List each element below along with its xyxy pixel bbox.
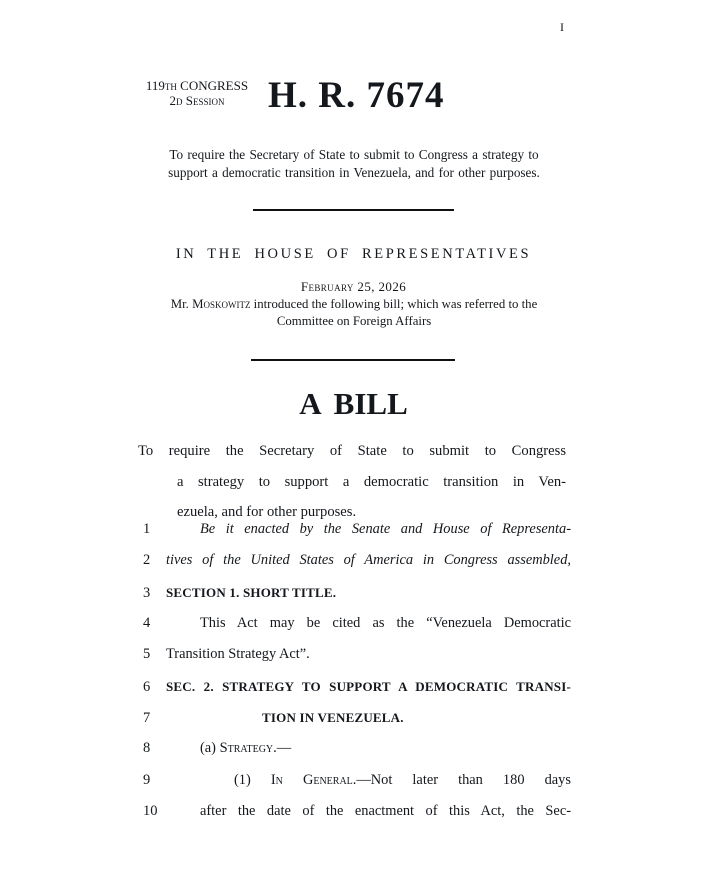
line-number: 4 [143, 615, 151, 632]
referral-text: introduced the following bill; which was referred to the Committee on Foreign Affairs [250, 297, 538, 328]
line-text: Transition Strategy Act”. [166, 646, 310, 663]
line-text [166, 733, 571, 764]
house-heading: IN THE HOUSE OF REPRESENTATIVES [175, 246, 532, 262]
official-title-preamble: To require the Secretary of State to submit to Congress a strategy to support a democratic transition in Venezuela, and for other purposes. [168, 147, 540, 180]
long-title-line-2: a strategy to support a democratic transition in Ven- [177, 473, 566, 490]
clause-suffix: .—Not later than 180 days [352, 771, 571, 788]
line-text: tives of the United States of America in Congress assembled, [166, 552, 571, 569]
line-number: 5 [143, 646, 151, 663]
clause-prefix: (a) [200, 740, 220, 757]
congress-line: 119th CONGRESS [145, 78, 249, 93]
line-text: SECTION 1. SHORT TITLE. [166, 584, 337, 600]
bill-body [143, 514, 571, 827]
session-line: 2d Session [169, 92, 225, 108]
line-number: 2 [143, 552, 151, 569]
line-text: Be it enacted by the Senate and House of Representa- [200, 521, 571, 537]
line-text: This Act may be cited as the “Venezuela Democratic [200, 615, 571, 632]
line-number: 10 [143, 803, 158, 820]
bill-line-9 [143, 765, 571, 796]
line-number: 1 [143, 521, 151, 537]
bill-line-7 [143, 702, 571, 733]
line-number: 8 [143, 740, 151, 757]
clause-prefix: (1) [234, 771, 271, 788]
line-number: 9 [143, 771, 151, 788]
line-number: 7 [143, 710, 151, 727]
sponsor-referral-line [144, 296, 564, 329]
sponsor-prefix: Mr. [170, 297, 193, 311]
bill-line-5 [143, 639, 571, 670]
clause-term: In General [270, 771, 353, 788]
line-text: SEC. 2. STRATEGY TO SUPPORT A DEMOCRATIC TRANSI- [166, 678, 571, 694]
bill-line-8 [143, 733, 571, 764]
a-bill-heading: A BILL [299, 386, 408, 421]
bill-number: H. R. 7674 [268, 75, 445, 116]
introduction-date: February 25, 2026 [300, 279, 407, 294]
line-number: 3 [143, 584, 151, 601]
bill-line-2 [143, 545, 571, 576]
line-number: 6 [143, 678, 151, 695]
bill-line-10 [143, 796, 571, 827]
horizontal-rule-top [253, 209, 454, 211]
long-title-line-1: To require the Secretary of State to submit to Congress [138, 443, 566, 459]
bill-line-6 [143, 671, 571, 702]
bill-line-1 [143, 514, 571, 545]
clause-term: Strategy [219, 740, 274, 757]
sponsor-name: Moskowitz [192, 297, 251, 311]
bill-line-3 [143, 577, 571, 608]
congress-session-block [132, 79, 262, 108]
page-number: I [560, 20, 565, 34]
line-text: after the date of the enactment of this Act, the Sec- [200, 803, 571, 820]
clause-suffix: .— [273, 740, 292, 757]
long-title-line-3: ezuela, and for other purposes. [177, 504, 357, 521]
line-text: TION IN VENEZUELA. [262, 710, 404, 726]
line-text [166, 765, 571, 796]
horizontal-rule-bottom [251, 359, 455, 361]
bill-line-4 [143, 608, 571, 639]
